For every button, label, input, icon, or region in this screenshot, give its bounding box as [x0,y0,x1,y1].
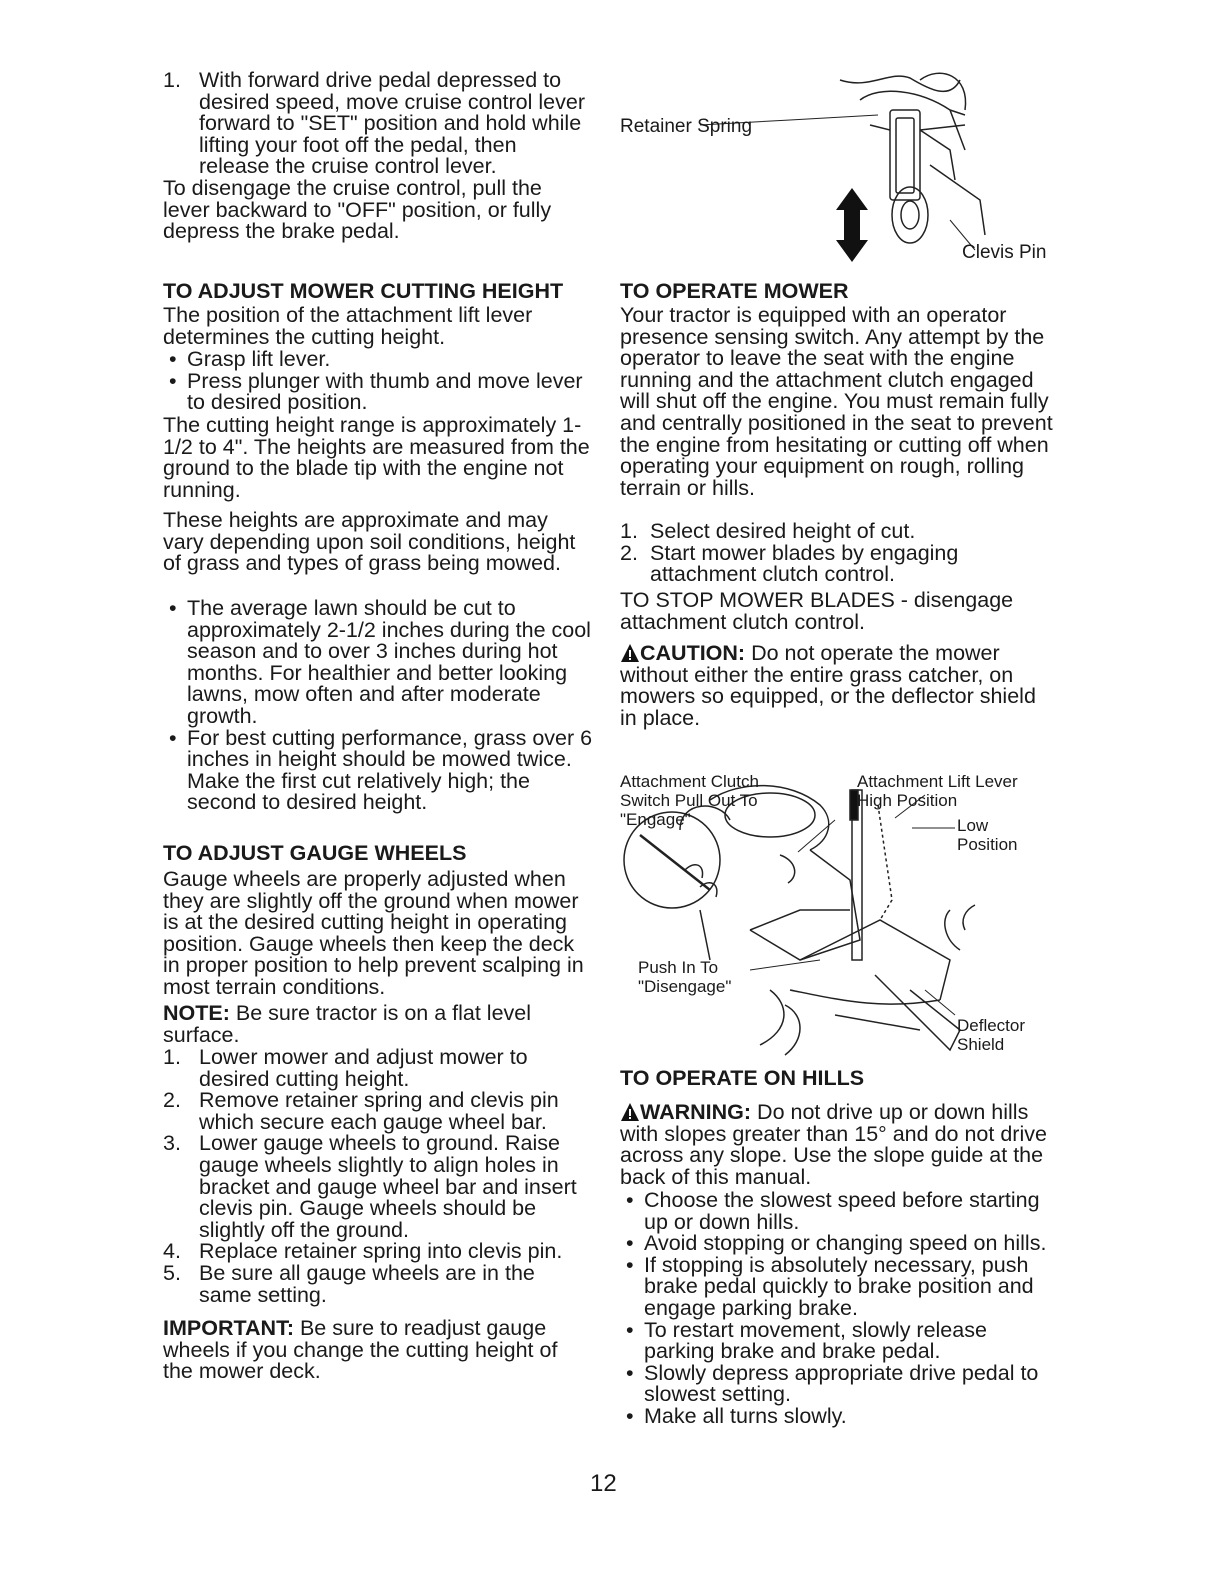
clevis-pin-label: Clevis Pin [962,242,1047,263]
clutch-switch-label: Attachment Clutch Switch Pull Out To "Engage" [620,772,759,829]
gauge-wheel-figure [620,70,1055,265]
step-text: With forward drive pedal depressed to desired speed, move cruise control lever forward to "SET" position and hold while lifting your foot off the pedal, then release the cruise control lever. [199,68,585,179]
cruise-disengage-paragraph: To disengage the cruise control, pull the lever backward to "OFF" position, or fully depress the brake pedal. [163,176,552,244]
list-item: • Choose the slowest speed before starting up or down hills. [626,1188,1040,1234]
warning-triangle-icon [620,643,640,663]
list-item: 1. Select desired height of cut. [620,519,916,543]
caution-text: Do not operate the mower without either the entire grass catcher, on mowers so equipped, or the deflector shield in place. [620,641,1036,730]
list-item: 2. Remove retainer spring and clevis pin which secure each gauge wheel bar. [163,1088,559,1134]
deflector-shield-label: Deflector Shield [957,1016,1026,1054]
warning-text: Do not drive up or down hills with slopes greater than 15° and do not drive across any slope. Use the slope guide at the back of this manual. [620,1100,1047,1189]
operate-mower-heading: TO OPERATE MOWER [620,279,849,303]
note-text: Be sure tractor is on a flat level surface. [163,1001,532,1047]
note-label: NOTE: [163,1001,230,1025]
caution-label: CAUTION: [640,641,746,665]
list-item: 4. Replace retainer spring into clevis pin. [163,1239,563,1264]
caution-paragraph [620,643,1055,729]
list-item: • To restart movement, slowly release parking brake and brake pedal. [626,1317,987,1364]
cutting-height-approx-paragraph: These heights are approximate and may vary depending upon soil conditions, height of grass and types of grass being mowed. [163,508,576,576]
list-item: • For best cutting performance, grass over 6 inches in height should be mowed twice. Make the first cut relatively high; the second to desired height. [169,725,593,815]
cutting-height-heading: TO ADJUST MOWER CUTTING HEIGHT [163,279,564,303]
cutting-height-range-paragraph: The cutting height range is approximately 1-1/2 to 4". The heights are measured from the ground to the blade tip with the engine not running. [163,413,590,502]
list-item: 2. Start mower blades by engaging attachment clutch control. [620,540,959,587]
warning-triangle-icon [620,1102,640,1122]
cutting-height-bullets [163,349,593,414]
list-item: • Slowly depress appropriate drive pedal to slowest setting. [626,1360,1039,1407]
step-number: 1. [163,68,181,92]
warning-paragraph [620,1102,1055,1188]
note-paragraph [163,1003,593,1046]
gauge-steps-list [163,1047,593,1306]
cruise-step-1 [163,70,593,178]
list-item: 1. Lower mower and adjust mower to desired cutting height. [163,1045,528,1091]
list-item: 3. Lower gauge wheels to ground. Raise gauge wheels slightly to align holes in bracket and gauge wheel bar and insert clevis pin. Gauge wheels should be slightly off the ground. [163,1131,577,1242]
lift-lever-label: Attachment Lift Lever High Position [857,772,1018,810]
lawn-tips-bullets [163,598,593,814]
important-paragraph [163,1318,593,1383]
list-item: • Press plunger with thumb and move lever to desired position. [169,368,583,415]
warning-label: WARNING: [640,1100,752,1124]
page-number: 12 [590,1470,617,1497]
important-label: IMPORTANT: [163,1316,294,1340]
list-item: • Make all turns slowly. [626,1403,847,1428]
hills-bullets [620,1190,1055,1428]
important-text: Be sure to readjust gauge wheels if you change the cutting height of the mower deck. [163,1316,558,1384]
hills-heading: TO OPERATE ON HILLS [620,1066,865,1090]
list-item: • If stopping is absolutely necessary, push brake pedal quickly to brake position and engage parking brake. [626,1252,1034,1320]
operate-steps-list [620,521,1055,586]
list-item: 5. Be sure all gauge wheels are in the same setting. [163,1260,535,1307]
low-position-label: Low Position [957,816,1018,854]
retainer-spring-label: Retainer Spring [620,116,753,137]
stop-blades-paragraph: TO STOP MOWER BLADES - disengage attachment clutch control. [620,588,1014,634]
list-item: • The average lawn should be cut to approximately 2-1/2 inches during the cool season and to over 3 inches during hot months. For healthier and better looking lawns, mow often and after moderate growth. [169,596,591,728]
list-item: • Grasp lift lever. [169,347,331,371]
gauge-wheels-heading: TO ADJUST GAUGE WHEELS [163,841,467,865]
gauge-wheels-paragraph: Gauge wheels are properly adjusted when they are slightly off the ground when mower is at the desired cutting height in operating position. Gauge wheels then keep the deck in proper position to help prevent scalping in most terrain conditions. [163,867,584,999]
operate-mower-paragraph: Your tractor is equipped with an operator presence sensing switch. Any attempt by the operator to leave the seat with the engine running and the attachment clutch engaged will shut off the engine. You must remain fully and centrally positioned in the seat to prevent the engine from hesitating or cutting off when operating your equipment on rough, rolling terrain or hills. [620,303,1053,500]
list-item: • Avoid stopping or changing speed on hills. [626,1231,1047,1256]
cutting-height-intro: The position of the attachment lift lever determines the cutting height. [163,303,533,349]
push-disengage-label: Push In To "Disengage" [638,958,732,996]
